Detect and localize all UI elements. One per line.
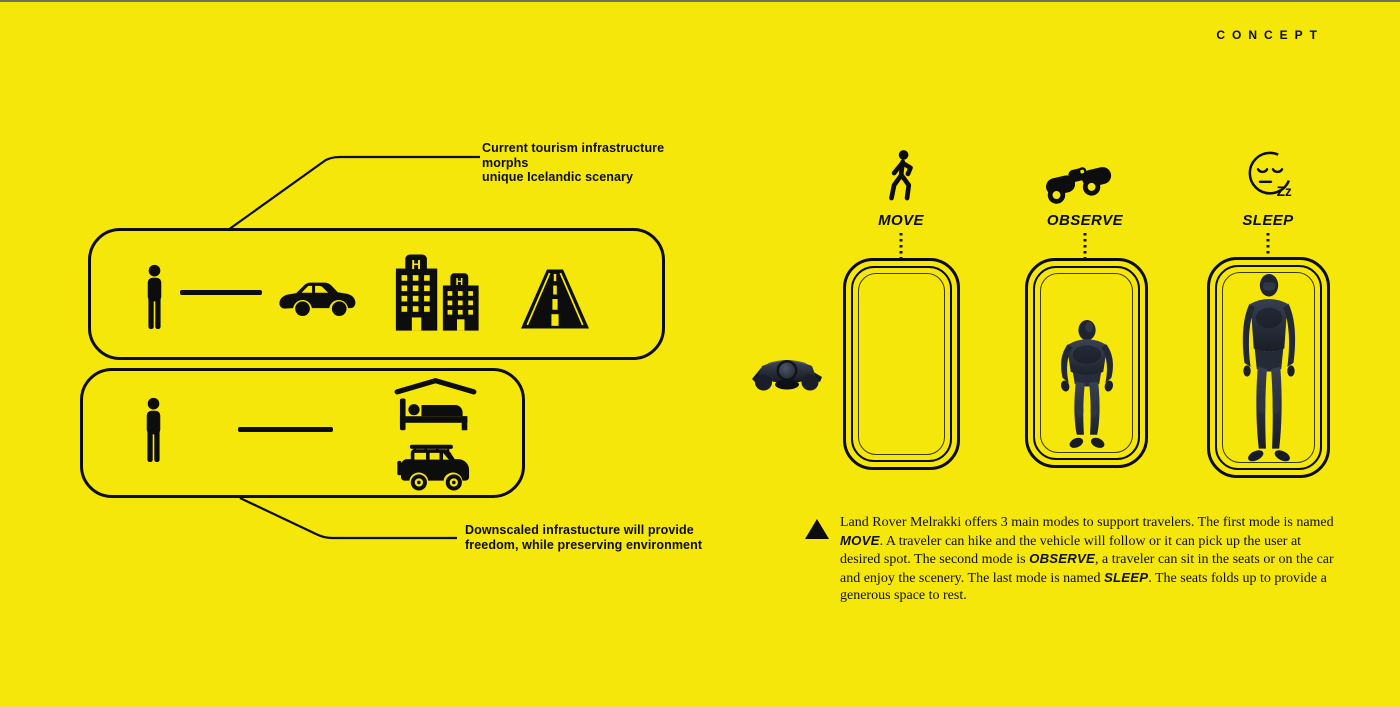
downscaled-infrastructure-caption bbox=[465, 523, 715, 552]
vehicle-pod-sleep bbox=[1207, 257, 1330, 478]
pod-outline bbox=[858, 273, 945, 455]
top-edge-strip bbox=[0, 0, 1400, 2]
description-mode-sleep: SLEEP bbox=[1103, 569, 1149, 585]
binoculars-icon bbox=[1043, 160, 1115, 206]
equals-dash-icon bbox=[238, 427, 333, 432]
seated-traveler-render bbox=[1058, 319, 1116, 453]
description-segment: Land Rover Melrakki offers 3 main modes to support travelers. The first mode is named bbox=[840, 515, 1334, 530]
description-segment: , a traveler can sit in the seats or on the car and enjoy the scenery. The last mode is named bbox=[840, 552, 1334, 586]
caption-line: freedom, while preserving environment bbox=[465, 537, 703, 552]
page-title: CONCEPT bbox=[1216, 28, 1324, 42]
hotel-sign-letter: H bbox=[411, 257, 421, 273]
mode-label-observe: OBSERVE bbox=[1046, 212, 1124, 229]
mode-label-sleep: SLEEP bbox=[1242, 212, 1294, 229]
current-infrastructure-caption bbox=[482, 141, 702, 185]
dotted-connector bbox=[900, 233, 903, 258]
person-icon bbox=[141, 263, 168, 333]
mode-label-move: MOVE bbox=[878, 212, 924, 229]
description-mode-move: MOVE bbox=[840, 532, 880, 548]
bottom-callout-line bbox=[240, 498, 457, 538]
dotted-connector bbox=[1084, 233, 1087, 258]
hotel-sign-letter: H bbox=[455, 277, 464, 289]
caption-line: unique Icelandic scenary bbox=[482, 170, 634, 184]
offroad-vehicle-icon bbox=[395, 443, 475, 495]
person-icon bbox=[140, 396, 167, 466]
dotted-connector bbox=[1267, 233, 1270, 258]
vehicle-pod-observe bbox=[1025, 258, 1148, 468]
current-infrastructure-box bbox=[88, 228, 665, 360]
hotel-buildings-icon bbox=[394, 253, 488, 333]
downscaled-infrastructure-box bbox=[80, 368, 525, 498]
caption-line: Current tourism infrastructure morphs bbox=[482, 141, 665, 170]
sheltered-bed-icon bbox=[394, 376, 477, 434]
vehicle-render bbox=[750, 351, 824, 399]
vehicle-pod-move bbox=[843, 258, 960, 470]
top-callout-line bbox=[228, 157, 480, 230]
equals-dash-icon bbox=[180, 290, 262, 295]
sleeping-face-icon bbox=[1245, 149, 1297, 204]
zz-text: Zz bbox=[1276, 184, 1292, 200]
description-mode-observe: OBSERVE bbox=[1029, 551, 1095, 567]
walking-person-icon bbox=[882, 149, 920, 204]
pod-outline bbox=[851, 266, 952, 462]
description-segment: . A traveler can hike and the vehicle will follow or it can pick up the user at desired spot. The second mode is bbox=[840, 533, 1302, 568]
modes-description bbox=[840, 514, 1340, 605]
resting-traveler-render bbox=[1236, 273, 1302, 467]
description-segment: . The seats folds up to provide a generous space to rest. bbox=[840, 570, 1327, 604]
car-icon bbox=[275, 277, 360, 321]
triangle-bullet-icon bbox=[805, 519, 829, 539]
caption-line: Downscaled infrastucture will provide bbox=[465, 523, 694, 537]
highway-icon bbox=[521, 267, 589, 331]
